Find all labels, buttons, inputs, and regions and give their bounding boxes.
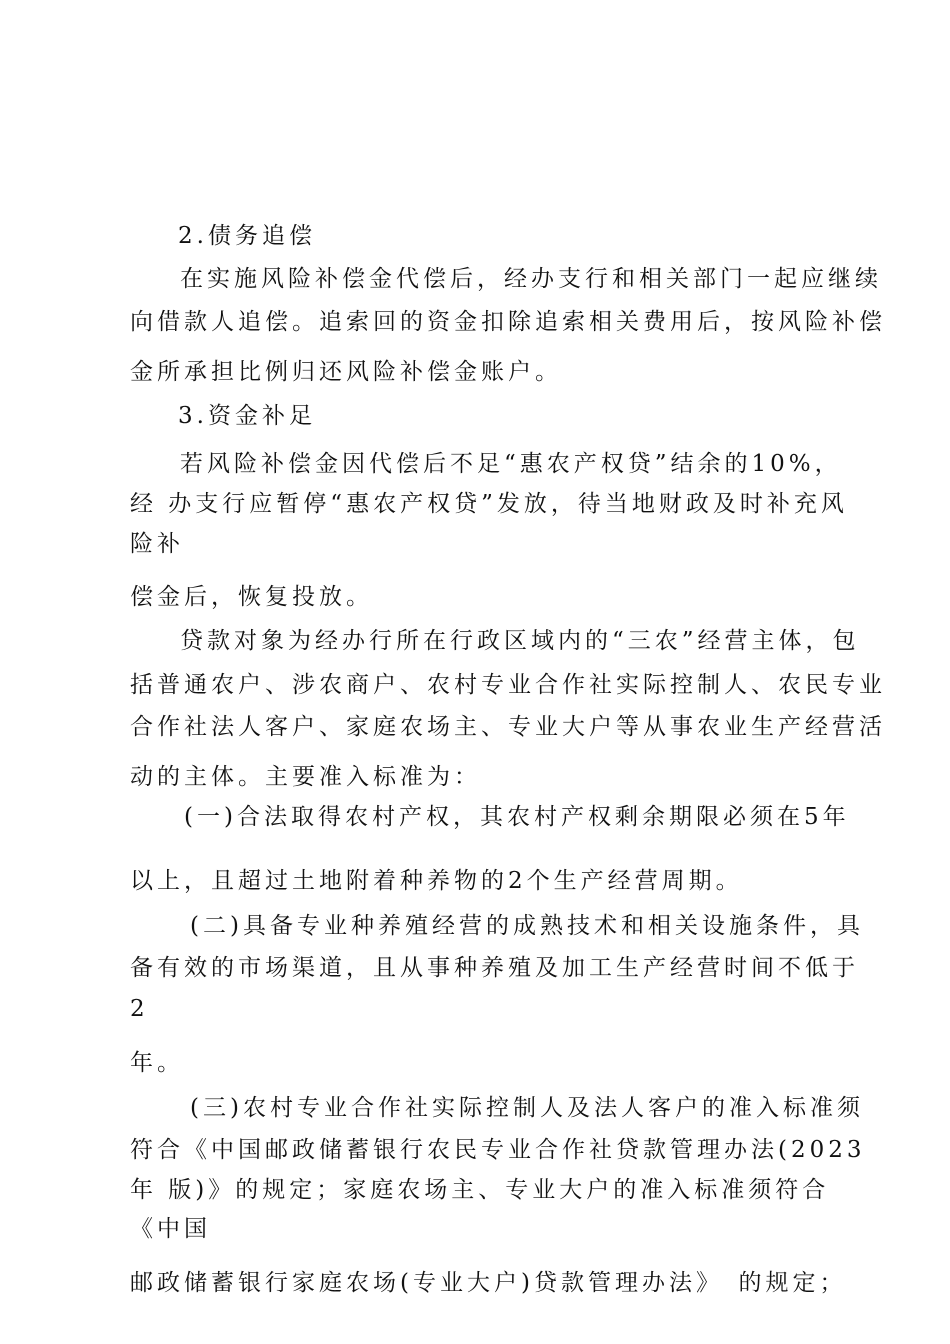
paragraph-line: 在实施风险补偿金代偿后，经办支行和相关部门一起应继续 — [180, 266, 882, 292]
paragraph-line: 动的主体。主要准入标准为： — [130, 764, 481, 790]
list-item-line: (二)具备专业种养殖经营的成熟技术和相关设施条件，具 — [190, 913, 864, 939]
paragraph-line: 向借款人追偿。追索回的资金扣除追索相关费用后，按风险补偿 — [130, 309, 886, 335]
paragraph-line: 金所承担比例归还风险补偿金账户。 — [130, 359, 562, 385]
list-item-line: 年 版)》的规定；家庭农场主、专业大户的准入标准须符合 — [130, 1177, 830, 1203]
paragraph-line: 险补 — [130, 531, 184, 557]
list-item-line: (三)农村专业合作社实际控制人及法人客户的准入标准须 — [190, 1095, 864, 1121]
paragraph-line: 贷款对象为经办行所在行政区域内的“三农”经营主体，包 — [180, 628, 860, 654]
list-item-line: 2 — [130, 996, 149, 1022]
list-item-line: (一)合法取得农村产权，其农村产权剩余期限必须在5年 — [184, 804, 850, 830]
paragraph-line: 若风险补偿金因代偿后不足“惠农产权贷”结余的10%， — [180, 451, 842, 477]
list-item-line: 邮政储蓄银行家庭农场(专业大户)贷款管理办法》 的规定； — [130, 1270, 847, 1296]
paragraph-line: 偿金后，恢复投放。 — [130, 584, 373, 610]
paragraph-line: 经 办支行应暂停“惠农产权贷”发放，待当地财政及时补充风 — [130, 491, 848, 517]
section-heading-fund-replenishment: 3.资金补足 — [178, 403, 316, 429]
list-item-line: 备有效的市场渠道，且从事种养殖及加工生产经营时间不低于 — [130, 955, 859, 981]
list-item-line: 《中国 — [130, 1216, 211, 1242]
list-item-line: 符合《中国邮政储蓄银行农民专业合作社贷款管理办法(2023 — [130, 1137, 866, 1163]
list-item-line: 年。 — [130, 1050, 184, 1076]
paragraph-line: 括普通农户、涉农商户、农村专业合作社实际控制人、农民专业 — [130, 672, 886, 698]
paragraph-line: 合作社法人客户、家庭农场主、专业大户等从事农业生产经营活 — [130, 714, 886, 740]
section-heading-debt-recovery: 2.债务追偿 — [178, 223, 316, 249]
list-item-line: 以上，且超过土地附着种养物的2个生产经营周期。 — [130, 868, 743, 894]
